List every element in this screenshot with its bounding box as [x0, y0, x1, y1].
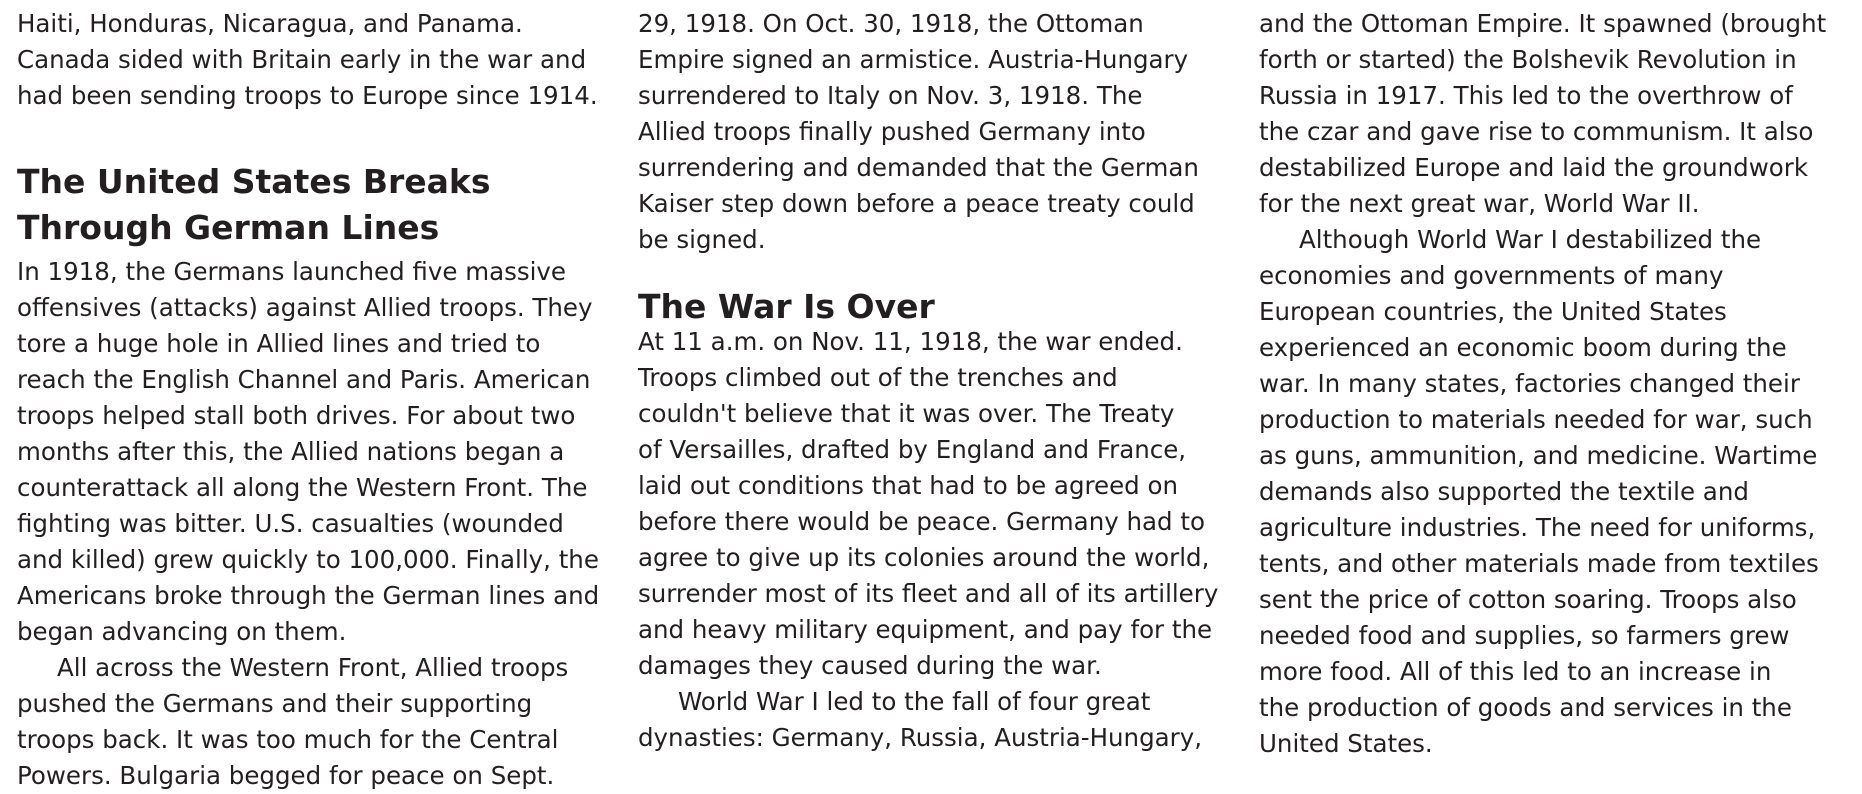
column-1 — [17, 6, 617, 794]
text-line: and killed) grew quickly to 100,000. Finally, the — [17, 545, 599, 574]
text-line: tents, and other materials made from textiles — [1259, 549, 1819, 578]
text-line: European countries, the United States — [1259, 297, 1727, 326]
paragraph — [17, 650, 617, 794]
text-line: Canada sided with Britain early in the war and — [17, 45, 587, 74]
spacer — [17, 114, 617, 154]
text-line: couldn't believe that it was over. The Treaty — [638, 399, 1175, 428]
text-line: sent the price of cotton soaring. Troops also — [1259, 585, 1797, 614]
text-line: tore a huge hole in Allied lines and tried to — [17, 329, 541, 358]
text-line: offensives (attacks) against Allied troops. They — [17, 293, 593, 322]
text-line: troops helped stall both drives. For about two — [17, 401, 576, 430]
text-line: more food. All of this led to an increase in — [1259, 657, 1772, 686]
text-line: dynasties: Germany, Russia, Austria-Hungary, — [638, 723, 1203, 752]
text-line: 29, 1918. On Oct. 30, 1918, the Ottoman — [638, 9, 1144, 38]
text-line: At 11 a.m. on Nov. 11, 1918, the war ended. — [638, 327, 1183, 356]
text-line: United States. — [1259, 729, 1433, 758]
text-line: of Versailles, drafted by England and France, — [638, 435, 1187, 464]
text-line: forth or started) the Bolshevik Revolution in — [1259, 45, 1797, 74]
text-line: counterattack all along the Western Front. The — [17, 473, 588, 502]
text-line: and heavy military equipment, and pay for the — [638, 615, 1213, 644]
text-line: for the next great war, World War II. — [1259, 189, 1700, 218]
text-line: World War I led to the fall of four great — [678, 687, 1151, 716]
text-line: economies and governments of many — [1259, 261, 1724, 290]
heading-line: The United States Breaks — [17, 162, 491, 201]
text-line: destabilized Europe and laid the groundwork — [1259, 153, 1809, 182]
text-line: as guns, ammunition, and medicine. Wartime — [1259, 441, 1818, 470]
text-line: laid out conditions that had to be agreed on — [638, 471, 1179, 500]
text-line: Americans broke through the German lines and — [17, 581, 600, 610]
text-line: demands also supported the textile and — [1259, 477, 1749, 506]
text-line: production to materials needed for war, such — [1259, 405, 1813, 434]
text-line: months after this, the Allied nations began a — [17, 437, 565, 466]
column-3-intro — [1259, 6, 1849, 222]
text-line: troops back. It was too much for the Central — [17, 725, 559, 754]
text-line: fighting was bitter. U.S. casualties (wounded — [17, 509, 564, 538]
paragraph — [1259, 222, 1849, 762]
text-line: Powers. Bulgaria begged for peace on Sept. — [17, 761, 555, 790]
text-line: surrendered to Italy on Nov. 3, 1918. The — [638, 81, 1143, 110]
text-line: Allied troops finally pushed Germany into — [638, 117, 1146, 146]
heading-line: The War Is Over — [638, 287, 935, 324]
text-line: the czar and gave rise to communism. It also — [1259, 117, 1814, 146]
text-line: experienced an economic boom during the — [1259, 333, 1787, 362]
text-line: agriculture industries. The need for uniforms, — [1259, 513, 1816, 542]
text-line: be signed. — [638, 225, 766, 254]
text-line: surrender most of its fleet and all of its artillery — [638, 579, 1219, 608]
text-line: In 1918, the Germans launched five massive — [17, 257, 566, 286]
paragraph — [638, 324, 1238, 684]
paragraph — [638, 684, 1238, 756]
column-3 — [1259, 6, 1849, 762]
text-line: began advancing on them. — [17, 617, 347, 646]
text-line: Troops climbed out of the trenches and — [638, 363, 1118, 392]
text-line: reach the English Channel and Paris. American — [17, 365, 591, 394]
text-line: surrendering and demanded that the German — [638, 153, 1199, 182]
text-line: war. In many states, factories changed their — [1259, 369, 1800, 398]
text-line: Russia in 1917. This led to the overthrow of — [1259, 81, 1793, 110]
text-line: the production of goods and services in the — [1259, 693, 1792, 722]
section-heading-us-breaks-through — [17, 154, 617, 254]
text-line: Kaiser step down before a peace treaty could — [638, 189, 1195, 218]
text-line: damages they caused during the war. — [638, 651, 1102, 680]
text-line: needed food and supplies, so farmers grew — [1259, 621, 1790, 650]
text-line: Empire signed an armistice. Austria-Hungary — [638, 45, 1189, 74]
column-2 — [638, 6, 1238, 756]
heading-line: Through German Lines — [17, 210, 440, 247]
column-1-intro — [17, 6, 617, 114]
spacer — [638, 258, 1238, 282]
section-heading-war-is-over — [638, 282, 1238, 324]
text-line: All across the Western Front, Allied troops — [57, 653, 569, 682]
text-line: agree to give up its colonies around the world, — [638, 543, 1210, 572]
column-2-intro — [638, 6, 1238, 258]
text-line: pushed the Germans and their supporting — [17, 689, 533, 718]
text-line: Although World War I destabilized the — [1299, 225, 1762, 254]
text-line: and the Ottoman Empire. It spawned (brought — [1259, 9, 1827, 38]
text-line: Haiti, Honduras, Nicaragua, and Panama. — [17, 9, 523, 38]
paragraph — [17, 254, 617, 650]
text-line: before there would be peace. Germany had to — [638, 507, 1205, 536]
text-line: had been sending troops to Europe since 1914. — [17, 81, 598, 110]
